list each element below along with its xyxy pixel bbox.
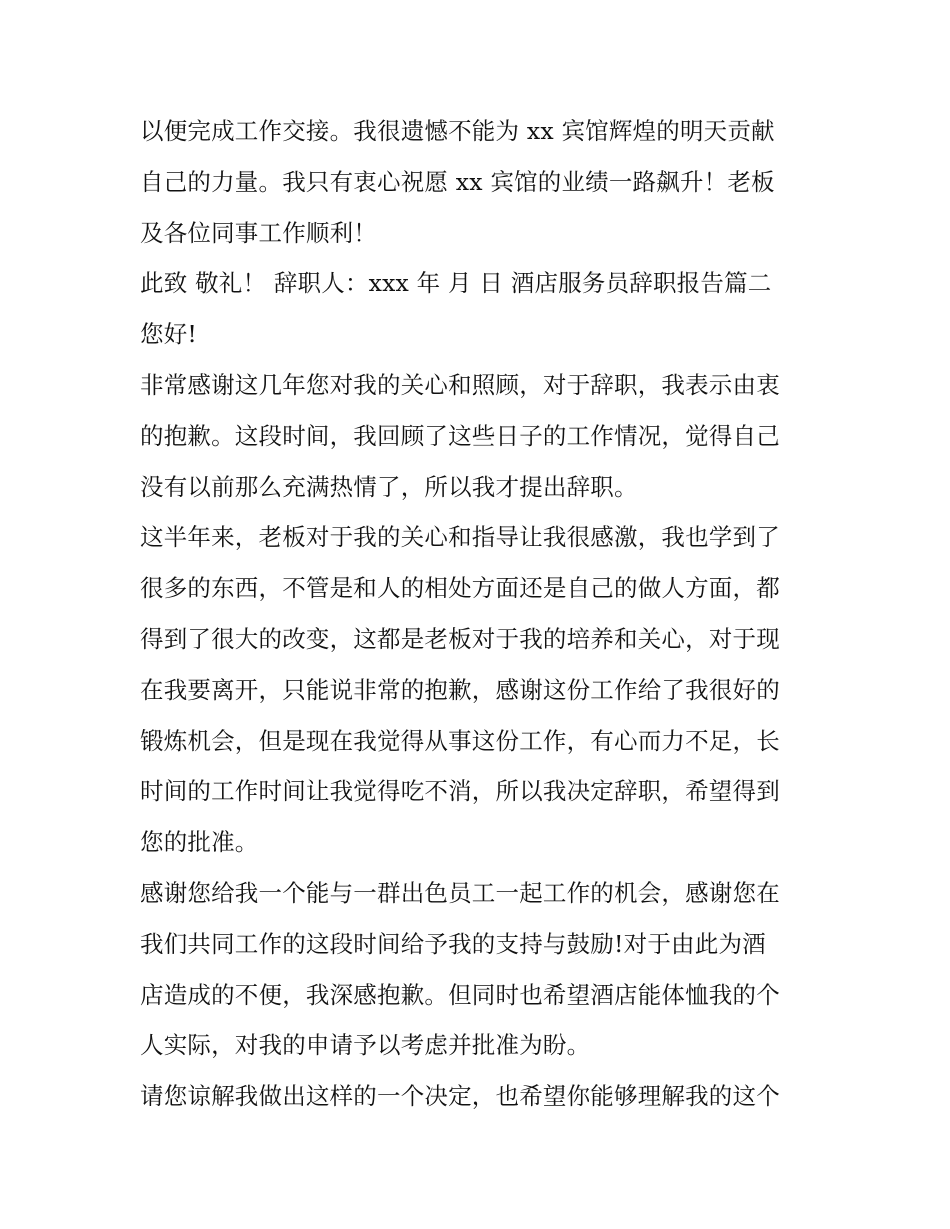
text-line: 得到了很大的改变，这都是老板对于我的培养和关心，对于现 (140, 624, 780, 653)
text-line: 此致 敬礼！ 辞职人：xxx 年 月 日 酒店服务员辞职报告篇二 (140, 269, 772, 298)
text-line: 以便完成工作交接。我很遗憾不能为 xx 宾馆辉煌的明天贡献 (140, 117, 775, 145)
text-line: 的抱歉。这段时间，我回顾了这些日子的工作情况，觉得自己 (140, 421, 780, 450)
document-body (140, 106, 820, 1122)
text-line: 您的批准。 (140, 828, 259, 857)
text-line: 时间的工作时间让我觉得吃不消，所以我决定辞职，希望得到 (140, 777, 780, 806)
text-line: 这半年来，老板对于我的关心和指导让我很感激，我也学到了 (140, 523, 780, 552)
text-line: 自己的力量。我只有衷心祝愿 xx 宾馆的业绩一路飙升！老板 (140, 167, 775, 196)
text-line: 锻炼机会，但是现在我觉得从事这份工作，有心而力不足，长 (140, 726, 780, 755)
text-line: 人实际，对我的申请予以考虑并批准为盼。 (140, 1031, 591, 1060)
text-line: 没有以前那么充满热情了，所以我才提出辞职。 (140, 472, 638, 501)
text-line: 我们共同工作的这段时间给予我的支持与鼓励!对于由此为酒 (140, 929, 766, 958)
text-line: 在我要离开，只能说非常的抱歉，感谢这份工作给了我很好的 (140, 675, 780, 704)
text-line: 非常感谢这几年您对我的关心和照顾，对于辞职，我表示由衷 (140, 370, 780, 399)
text-line: 店造成的不便，我深感抱歉。但同时也希望酒店能体恤我的个 (140, 980, 780, 1009)
text-line: 很多的东西，不管是和人的相处方面还是自己的做人方面，都 (140, 574, 780, 603)
text-line: 您好! (140, 320, 198, 349)
text-line: 及各位同事工作顺利！ (140, 218, 377, 247)
text-line: 请您谅解我做出这样的一个决定，也希望你能够理解我的这个 (140, 1082, 780, 1111)
text-line: 感谢您给我一个能与一群出色员工一起工作的机会，感谢您在 (140, 878, 780, 907)
